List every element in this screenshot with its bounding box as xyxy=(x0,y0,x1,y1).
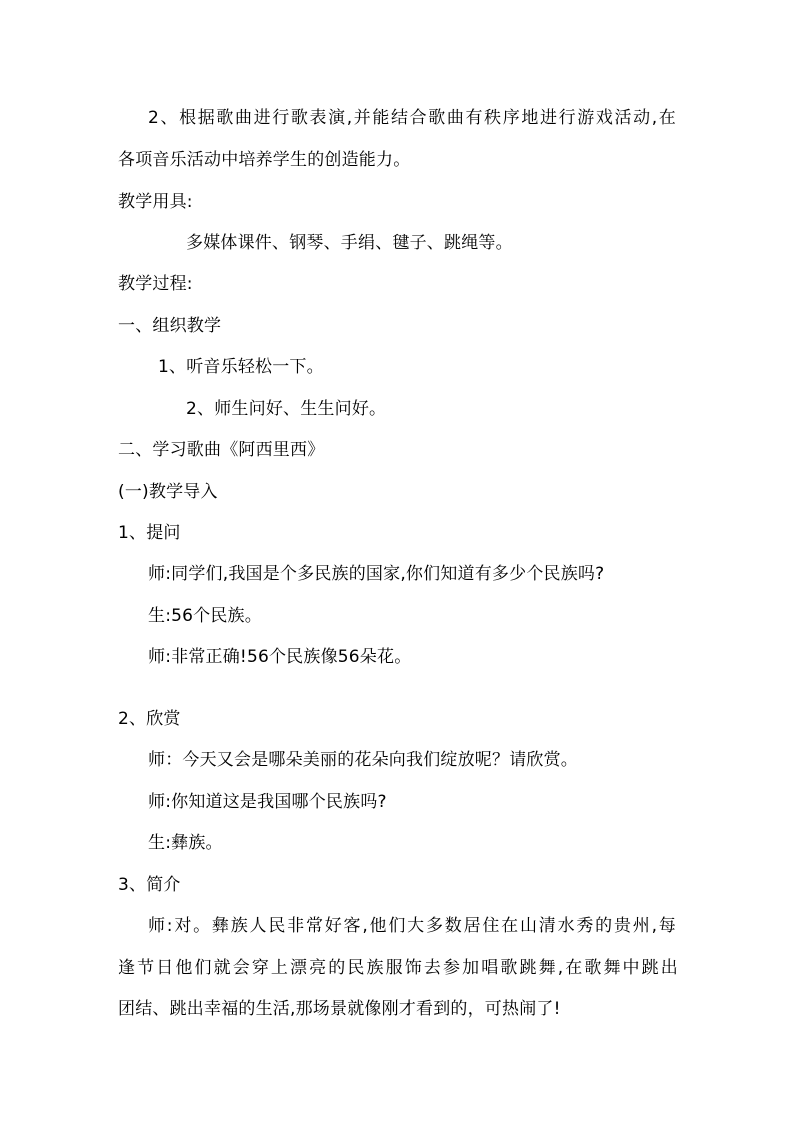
section-1-heading: 一、组织教学 xyxy=(118,316,222,336)
section-1-item-1: 1、听音乐轻松一下。 xyxy=(158,357,324,377)
objective-2-line-1: 2、根据歌曲进行歌表演,并能结合歌曲有秩序地进行游戏活动,在 xyxy=(148,108,676,128)
section-1-item-2: 2、师生问好、生生问好。 xyxy=(186,399,387,419)
subsection-1-heading: (一)教学导入 xyxy=(118,482,218,502)
step-3-heading: 3、简介 xyxy=(118,875,181,895)
objective-2-line-2: 各项音乐活动中培养学生的创造能力。 xyxy=(118,150,411,170)
dialogue-line-2: 生:56个民族。 xyxy=(148,606,262,626)
dialogue-line-1: 师:同学们,我国是个多民族的国家,你们知道有多少个民族吗? xyxy=(148,564,605,584)
teaching-process-heading: 教学过程: xyxy=(118,274,193,294)
dialogue-line-5: 师:你知道这是我国哪个民族吗? xyxy=(148,792,387,812)
step-2-heading: 2、欣赏 xyxy=(118,709,181,729)
dialogue-line-6: 生:彝族。 xyxy=(148,833,223,853)
intro-paragraph-line-2: 逢节日他们就会穿上漂亮的民族服饰去参加唱歌跳舞,在歌舞中跳出 xyxy=(118,958,678,978)
intro-paragraph-line-1: 师:对。彝族人民非常好客,他们大多数居住在山清水秀的贵州,每 xyxy=(148,916,676,936)
dialogue-line-3: 师:非常正确!56个民族像56朵花。 xyxy=(148,647,412,667)
teaching-tools-list: 多媒体课件、钢琴、手绢、毽子、跳绳等。 xyxy=(186,233,513,253)
teaching-tools-heading: 教学用具: xyxy=(118,192,193,212)
dialogue-line-4: 师：今天又会是哪朵美丽的花朵向我们绽放呢？请欣赏。 xyxy=(148,750,578,770)
section-2-heading: 二、学习歌曲《阿西里西》 xyxy=(118,440,325,460)
step-1-heading: 1、提问 xyxy=(118,523,181,543)
intro-paragraph-line-3: 团结、跳出幸福的生活,那场景就像刚才看到的，可热闹了! xyxy=(118,999,561,1019)
